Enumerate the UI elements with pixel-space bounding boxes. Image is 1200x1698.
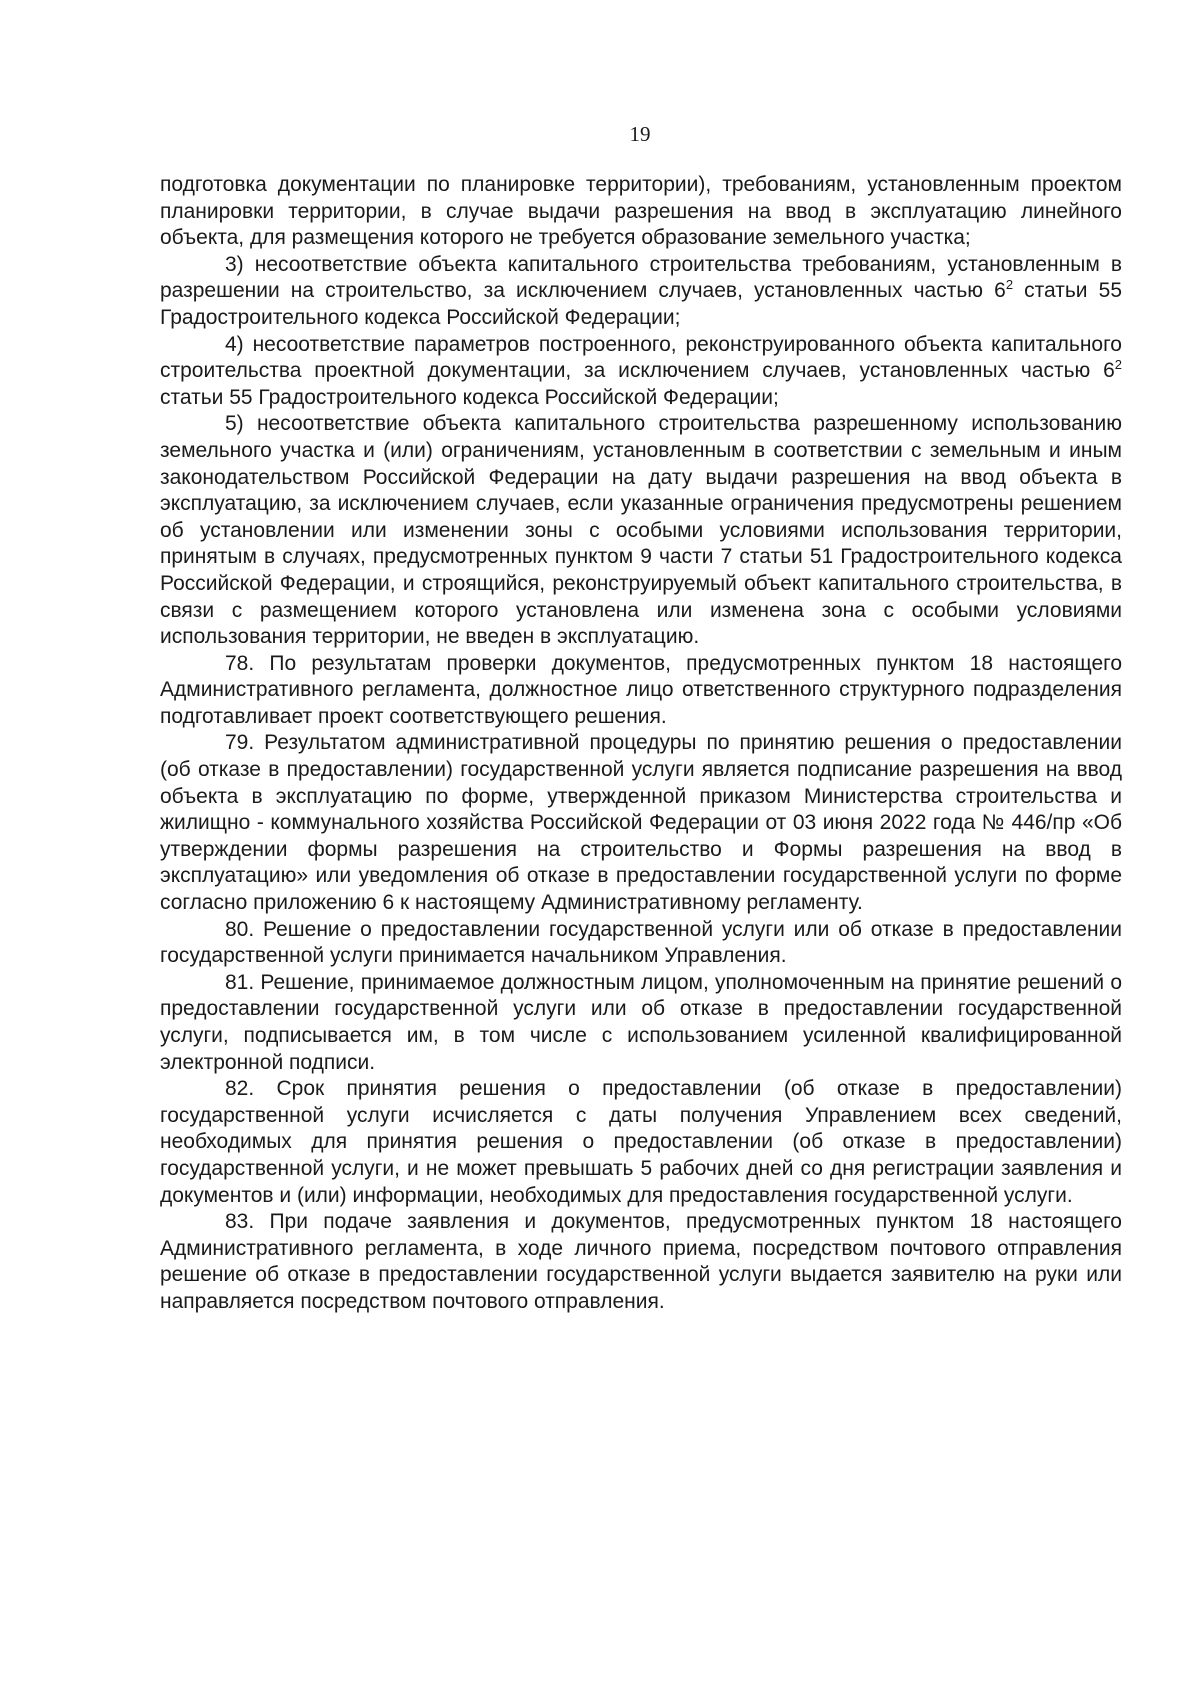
paragraph-83: 83. При подаче заявления и документов, предусмотренных пунктом 18 настоящего Административного регламента, в ходе личного приема, посредством почтового отправления решение об отказе в предоставлении государственной услуги выдается заявителю на руки или направляется посредством почтового отправления. bbox=[160, 1210, 1122, 1313]
page-number: 19 bbox=[629, 122, 651, 146]
paragraph-item-3 bbox=[160, 252, 1122, 332]
paragraph-81: 81. Решение, принимаемое должностным лицом, уполномоченным на принятие решений о предоставлении государственной услуги или об отказе в предоставлении государственной услуги, подписывается им, в том числе с использованием усиленной квалифицированной электронной подписи. bbox=[160, 970, 1122, 1074]
paragraph-item-3-text-after: статьи 55 Градостроительного кодекса Российской Федерации; bbox=[160, 279, 1122, 329]
document-body bbox=[160, 172, 1122, 1316]
paragraph-item-4-text-after: статьи 55 Градостроительного кодекса Российской Федерации; bbox=[160, 385, 779, 409]
paragraph-item-3-text-before: 3) несоответствие объекта капитального строительства требованиям, установленным в разрешении на строительство, за исключением случаев, установленных частью 6 bbox=[160, 252, 1122, 303]
paragraph-82: 82. Срок принятия решения о предоставлении (об отказе в предоставлении) государственной услуги исчисляется с даты получения Управлением всех сведений, необходимых для принятия решения о предоставлении (об отказе в предоставлении) государственной услуги, и не может превышать 5 рабочих дней со дня регистрации заявления и документов и (или) информации, необходимых для предоставления государственной услуги. bbox=[160, 1077, 1122, 1207]
paragraph-item-4-text-before: 4) несоответствие параметров построенного, реконструированного объекта капитального строительства проектной документации, за исключением случаев, установленных частью 6 bbox=[160, 332, 1122, 383]
paragraph-item-5: 5) несоответствие объекта капитального строительства разрешенному использованию земельного участка и (или) ограничениям, установленным в соответствии с земельным и иным законодательством Российской Федерации на дату выдачи разрешения на ввод объекта в эксплуатацию, за исключением случаев, если указанные ограничения предусмотрены решением об установлении или изменении зоны с особыми условиями использования территории, принятым в случаях, предусмотренных пунктом 9 части 7 статьи 51 Градостроительного кодекса Российской Федерации, и строящийся, реконструируемый объект капитального строительства, в связи с размещением которого установлена или изменена зона с особыми условиями использования территории, не введен в эксплуатацию. bbox=[160, 412, 1122, 649]
superscript-2: 2 bbox=[1005, 277, 1014, 293]
paragraph-item-4 bbox=[160, 332, 1122, 412]
paragraph-continuation: подготовка документации по планировке территории), требованиям, установленным проектом планировки территории, в случае выдачи разрешения на ввод в эксплуатацию линейного объекта, для размещения которого не требуется образование земельного участка; bbox=[160, 173, 1122, 250]
superscript-2: 2 bbox=[1114, 357, 1122, 373]
paragraph-78: 78. По результатам проверки документов, предусмотренных пунктом 18 настоящего Административного регламента, должностное лицо ответственного структурного подразделения подготавливает проект соответствующего решения. bbox=[160, 651, 1122, 728]
paragraph-79: 79. Результатом административной процедуры по принятию решения о предоставлении (об отказе в предоставлении) государственной услуги является подписание разрешения на ввод объекта в эксплуатацию по форме, утвержденной приказом Министерства строительства и жилищно - коммунального хозяйства Российской Федерации от 03 июня 2022 года № 446/пр «Об утверждении формы разрешения на строительство и Формы разрешения на ввод в эксплуатацию» или уведомления об отказе в предоставлении государственной услуги по форме согласно приложению 6 к настоящему Административному регламенту. bbox=[160, 731, 1122, 915]
paragraph-80: 80. Решение о предоставлении государственной услуги или об отказе в предоставлении государственной услуги принимается начальником Управления. bbox=[160, 917, 1122, 968]
